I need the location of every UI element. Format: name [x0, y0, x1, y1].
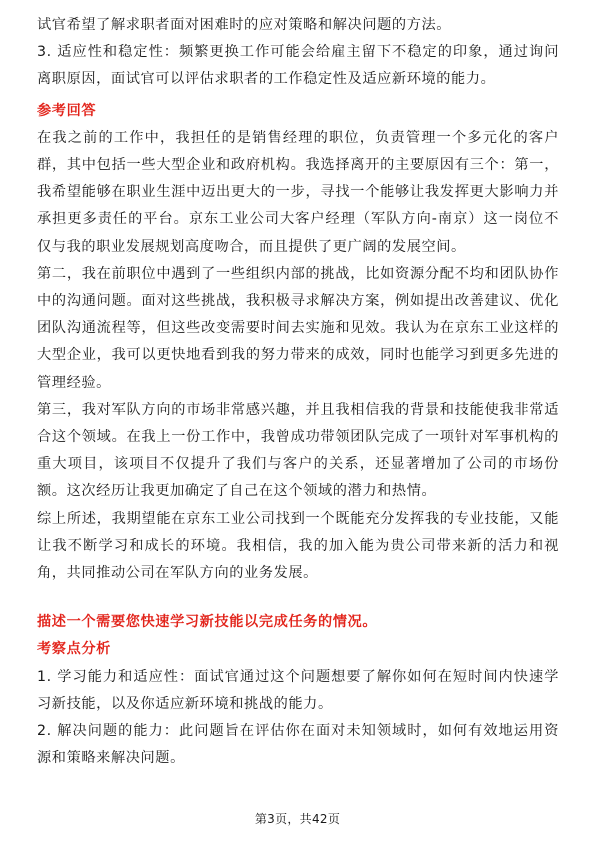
reference-answer-heading: 参考回答	[37, 102, 97, 119]
point-3-stability: 3. 适应性和稳定性：频繁更换工作可能会给雇主留下不稳定的印象，通过询问离职原因，面试官可以评估求职者的工作稳定性及适应新环境的能力。	[37, 44, 559, 88]
analysis-point-1: 1. 学习能力和适应性：面试官通过这个问题想要了解你如何在短时间内快速学习新技能，以及你适应新环境和挑战的能力。	[37, 668, 559, 712]
answer-paragraph-4: 综上所述，我期望能在京东工业公司找到一个既能充分发挥我的专业技能，又能让我不断学习和成长的环境。我相信，我的加入能为贵公司带来新的活力和视角，共同推动公司在军队方向的业务发展。	[37, 510, 559, 582]
answer-paragraph-3: 第三，我对军队方向的市场非常感兴趣，并且我相信我的背景和技能使我非常适合这个领域。在我上一份工作中，我曾成功带领团队完成了一项针对军事机构的重大项目，该项目不仅提升了我们与客户的关系，还显著增加了公司的市场份额。这次经历让我更加确定了自己在这个领域的潜力和热情。	[37, 401, 559, 500]
question-title: 描述一个需要您快速学习新技能以完成任务的情况。	[37, 614, 378, 631]
answer-paragraph-1: 在我之前的工作中，我担任的是销售经理的职位，负责管理一个多元化的客户群，其中包括一些大型企业和政府机构。我选择离开的主要原因有三个：第一，我希望能够在职业生涯中迈出更大的一步，寻找一个能够让我发挥更大影响力并承担更多责任的平台。京东工业公司大客户经理（军队方向-南京）这一岗位不仅与我的职业发展规划高度吻合，而且提供了更广阔的发展空间。	[37, 129, 559, 255]
page-number-footer: 第3页，共42页	[254, 812, 341, 826]
intro-line: 试官希望了解求职者面对困难时的应对策略和解决问题的方法。	[37, 17, 452, 33]
answer-paragraph-2: 第二，我在前职位中遇到了一些组织内部的挑战，比如资源分配不均和团队协作中的沟通问题。面对这些挑战，我积极寻求解决方案，例如提出改善建议、优化团队沟通流程等，但这些改变需要时间去实施和见效。我认为在京东工业这样的大型企业，我可以更快地看到我的努力带来的成效，同时也能学习到更多先进的管理经验。	[37, 265, 559, 391]
analysis-point-2: 2. 解决问题的能力：此问题旨在评估你在面对未知领域时，如何有效地运用资源和策略来解决问题。	[37, 723, 559, 767]
analysis-heading: 考察点分析	[37, 641, 111, 658]
page-content	[37, 12, 559, 772]
